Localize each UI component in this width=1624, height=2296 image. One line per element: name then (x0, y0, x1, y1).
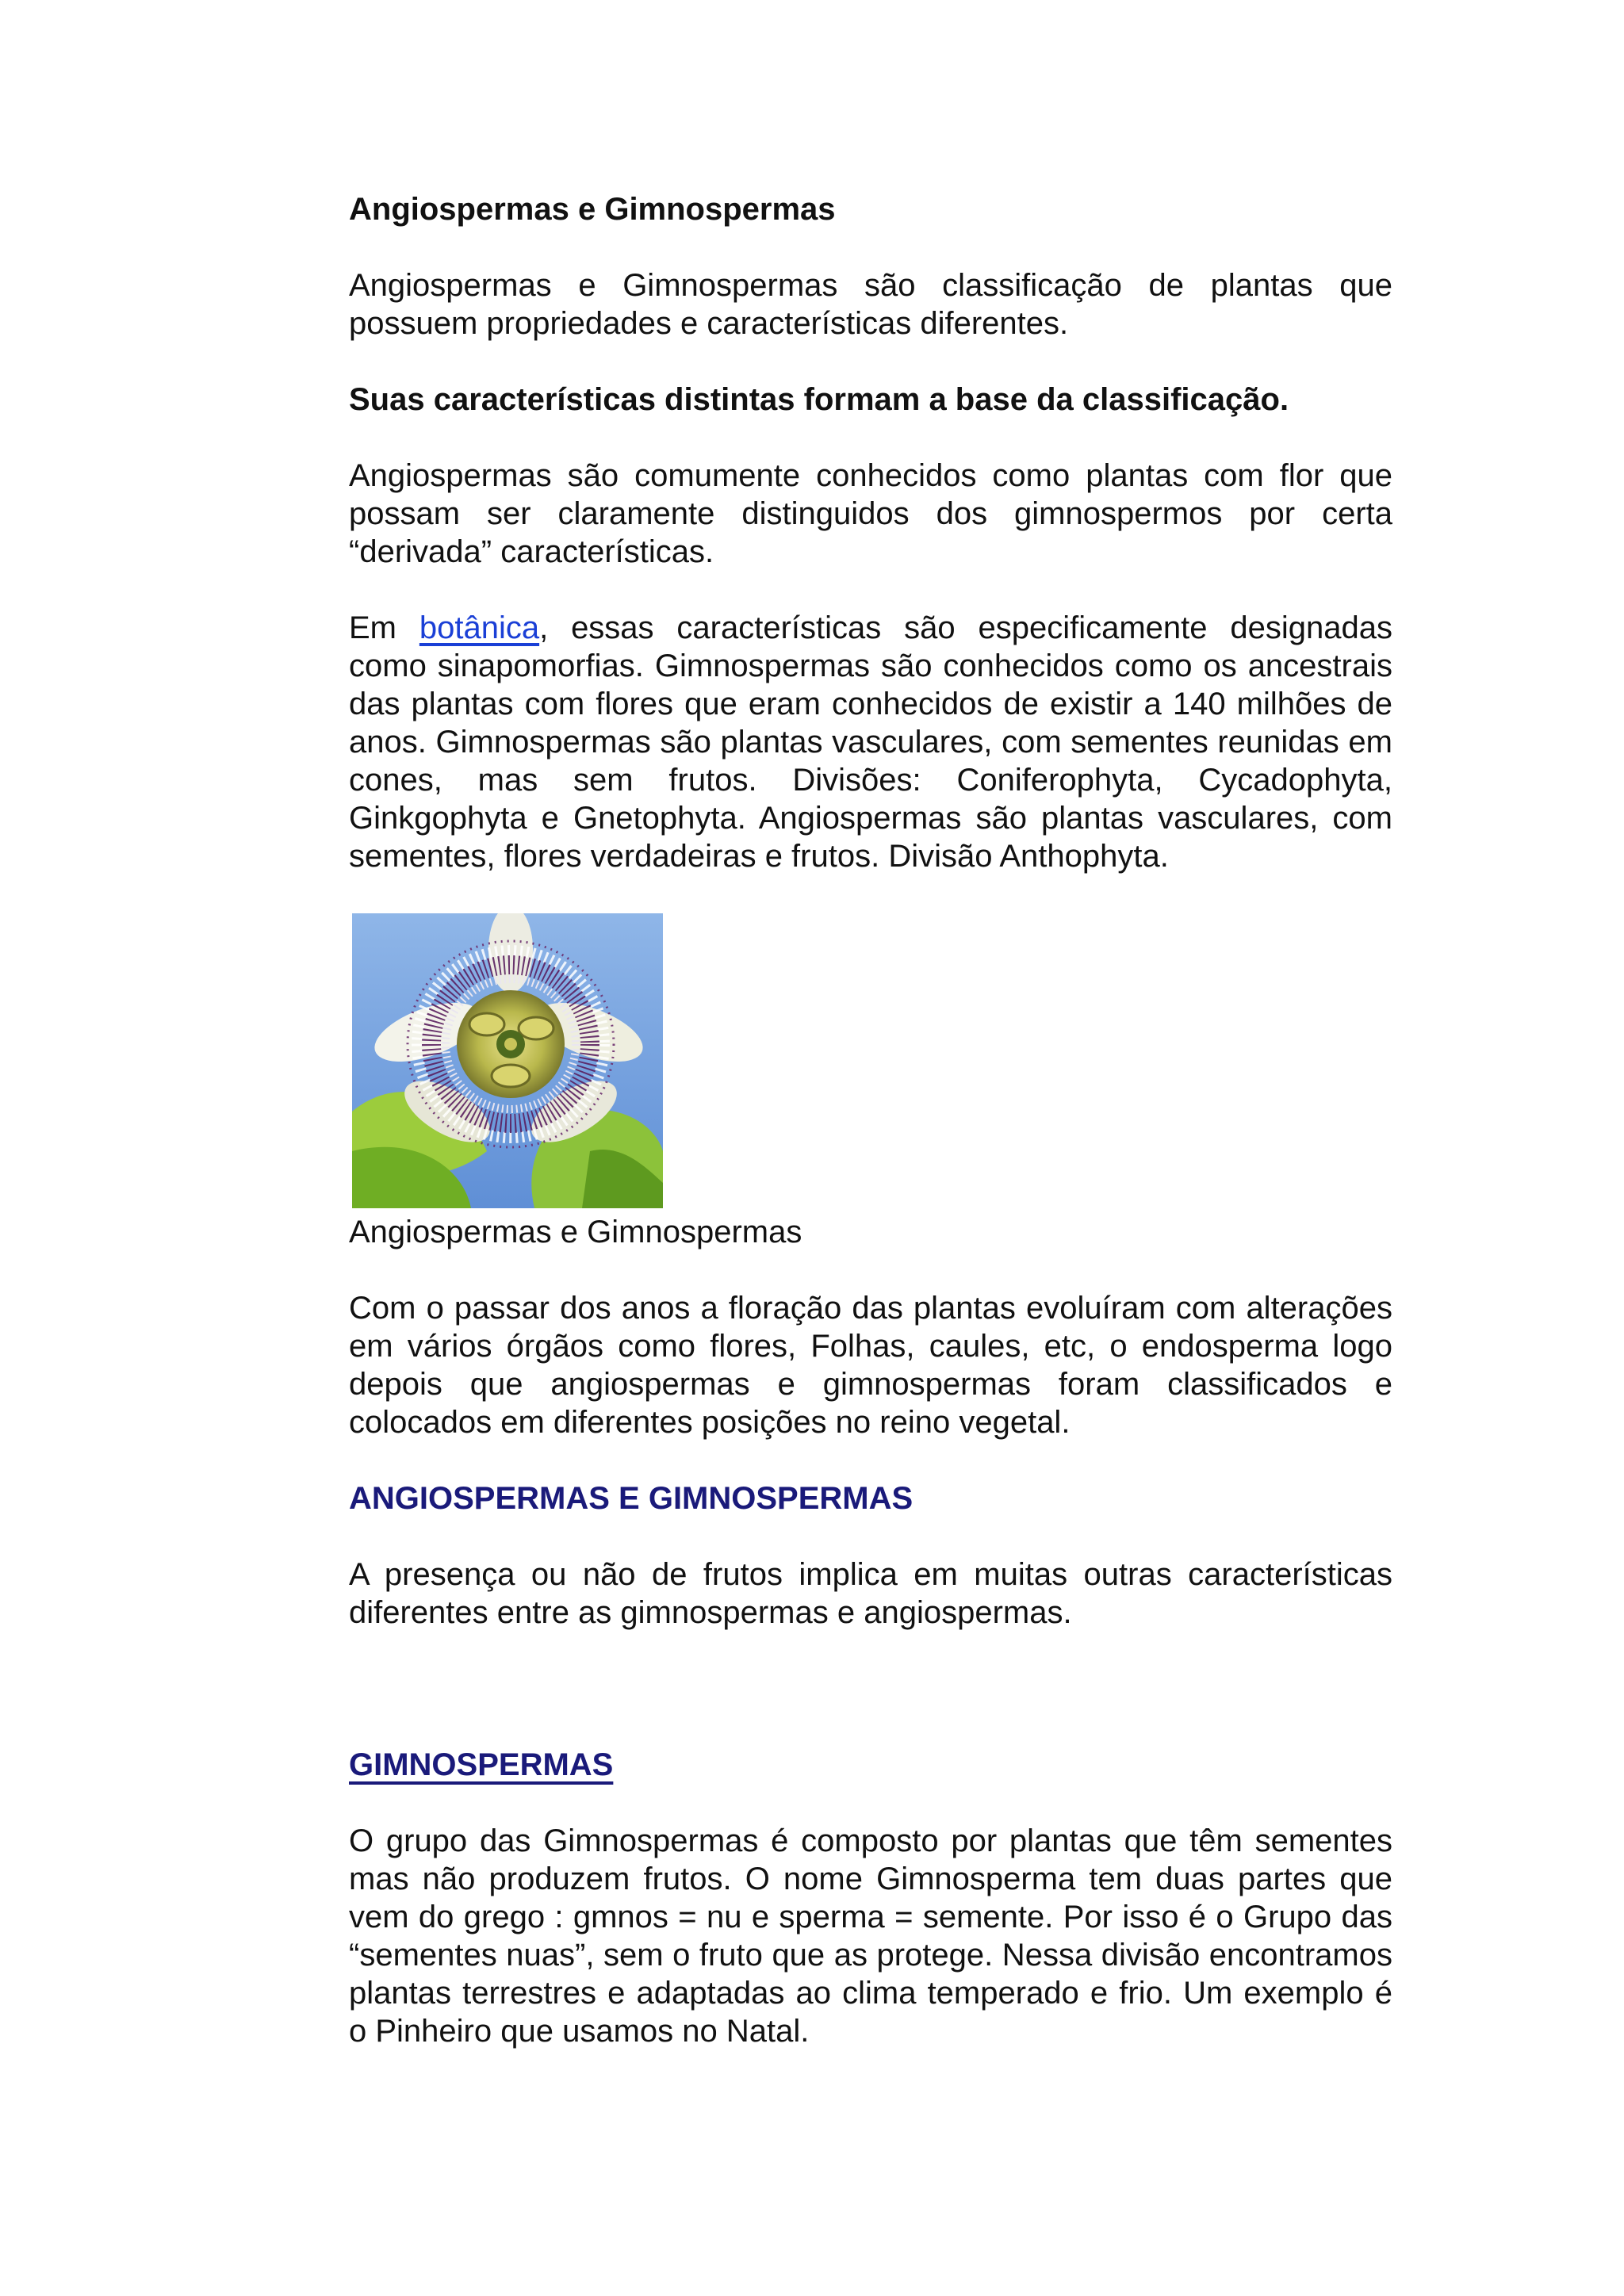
intro-paragraph: Angiospermas e Gimnospermas são classificação de plantas que possuem propriedades e características diferentes. (349, 268, 1392, 341)
botany-paragraph (349, 609, 1392, 875)
gimnospermas-paragraph: O grupo das Gimnospermas é composto por plantas que têm sementes mas não produzem frutos. O nome Gimnosperma tem duas partes que vem do grego : gmnos = nu e sperma = semente. Por isso é o Grupo das “sementes nuas”, sem o fruto que as protege. Nessa divisão encontramos plantas terrestres e adaptadas ao clima temperado e frio. Um exemplo é o Pinheiro que usamos no Natal. (349, 1823, 1392, 2049)
botany-text: , essas características são especificamente designadas como sinapomorfias. Gimnospermas são conhecidos como os ancestrais das plantas com flores que eram conhecidos de existir a 140 milhões de anos. Gimnospermas são plantas vasculares, com sementes reunidas em cones, mas sem frutos. Divisões: Coniferophyta, Cycadophyta, Ginkgophyta e Gnetophyta. Angiospermas são plantas vasculares, com sementes, flores verdadeiras e frutos. Divisão Anthophyta. (349, 610, 1392, 874)
image-caption: Angiospermas e Gimnospermas (349, 1215, 802, 1249)
document-page (349, 190, 1392, 2050)
botany-prefix: Em (349, 610, 419, 645)
gimnospermas-heading: GIMNOSPERMAS (349, 1747, 614, 1782)
bold-statement: Suas características distintas formam a base da classificação. (349, 382, 1289, 417)
botanica-link[interactable]: botânica (419, 610, 540, 645)
fruit-paragraph: A presença ou não de frutos implica em muitas outras características diferentes entre as gimnospermas e angiospermas. (349, 1557, 1392, 1630)
angiosperm-paragraph: Angiospermas são comumente conhecidos como plantas com flor que possam ser claramente distinguidos dos gimnospermos por certa “derivada” características. (349, 458, 1392, 569)
section-heading: ANGIOSPERMAS E GIMNOSPERMAS (349, 1481, 914, 1516)
document-title: Angiospermas e Gimnospermas (349, 192, 836, 227)
passion-flower-image (352, 913, 663, 1208)
evolution-paragraph: Com o passar dos anos a floração das plantas evoluíram com alterações em vários órgãos como flores, Folhas, caules, etc, o endosperma logo depois que angiospermas e gimnospermas foram classificados e colocados em diferentes posições no reino vegetal. (349, 1291, 1392, 1440)
